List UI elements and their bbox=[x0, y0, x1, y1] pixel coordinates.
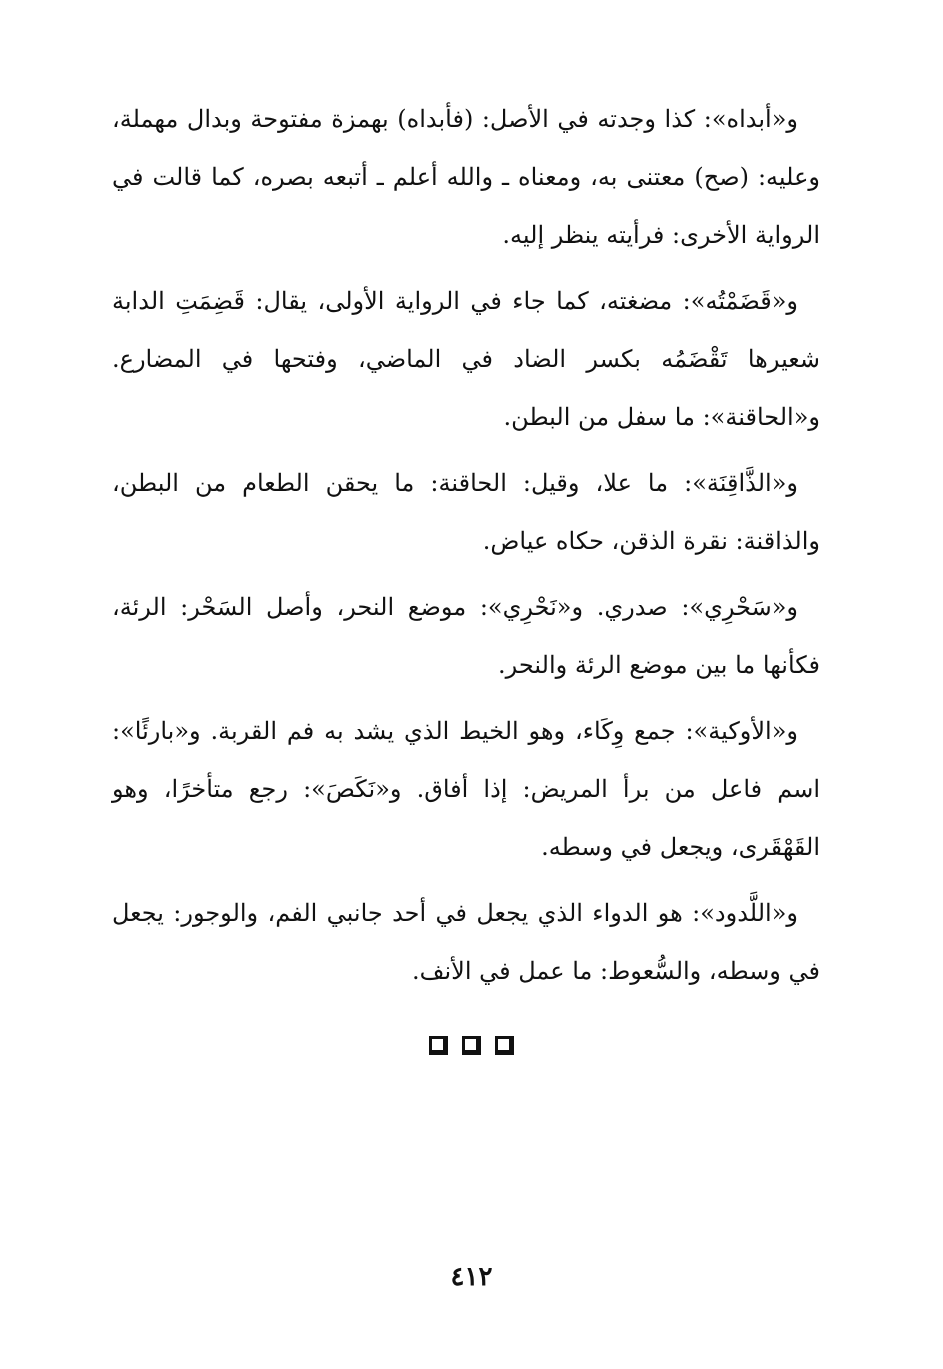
paragraph-ladud: و«اللَّدود»: هو الدواء الذي يجعل في أحد جانبي الفم، والوجور: يجعل في وسطه، والسُّعوط: ما عمل في الأنف. bbox=[112, 899, 820, 985]
paragraph-dhaqinah: و«الذَّاقِنَة»: ما علا، وقيل: الحاقنة: ما يحقن الطعام من البطن، والذاقنة: نقرة الذقن، حكاه عياض. bbox=[112, 469, 820, 555]
paragraph-sahri: و«سَحْرِي»: صدري. و«نَحْرِي»: موضع النحر، وأصل السَحْر: الرئة، فكأنها ما بين موضع الرئة والنحر. bbox=[112, 593, 820, 679]
square-icon bbox=[429, 1036, 448, 1055]
square-icon bbox=[462, 1036, 481, 1055]
main-text bbox=[112, 90, 820, 1008]
section-separator bbox=[0, 1036, 943, 1055]
paragraph-qadamtuh: و«قَضَمْتُه»: مضغته، كما جاء في الرواية الأولى، يقال: قَضِمَتِ الدابة شعيرها تَقْضَمُه بكسر الضاد في الماضي، وفتحها في المضارع. و«الحاقنة»: ما سفل من البطن. bbox=[112, 287, 820, 431]
page-number: ٤١٢ bbox=[450, 1262, 493, 1292]
paragraph-awkiyah: و«الأوكية»: جمع وِكَاء، وهو الخيط الذي يشد به فم القربة. و«بارئًا»: اسم فاعل من برأ المريض: إذا أفاق. و«نَكَصَ»: رجع متأخرًا، وهو القَهْقَرى، ويجعل في وسطه. bbox=[112, 717, 820, 861]
paragraph-abdah: و«أبداه»: كذا وجدته في الأصل: (فأبداه) بهمزة مفتوحة وبدال مهملة، وعليه: (صح) معتنى به، ومعناه ـ والله أعلم ـ أتبعه بصره، كما قالت في الرواية الأخرى: فرأيته ينظر إليه. bbox=[112, 105, 820, 249]
square-icon bbox=[495, 1036, 514, 1055]
